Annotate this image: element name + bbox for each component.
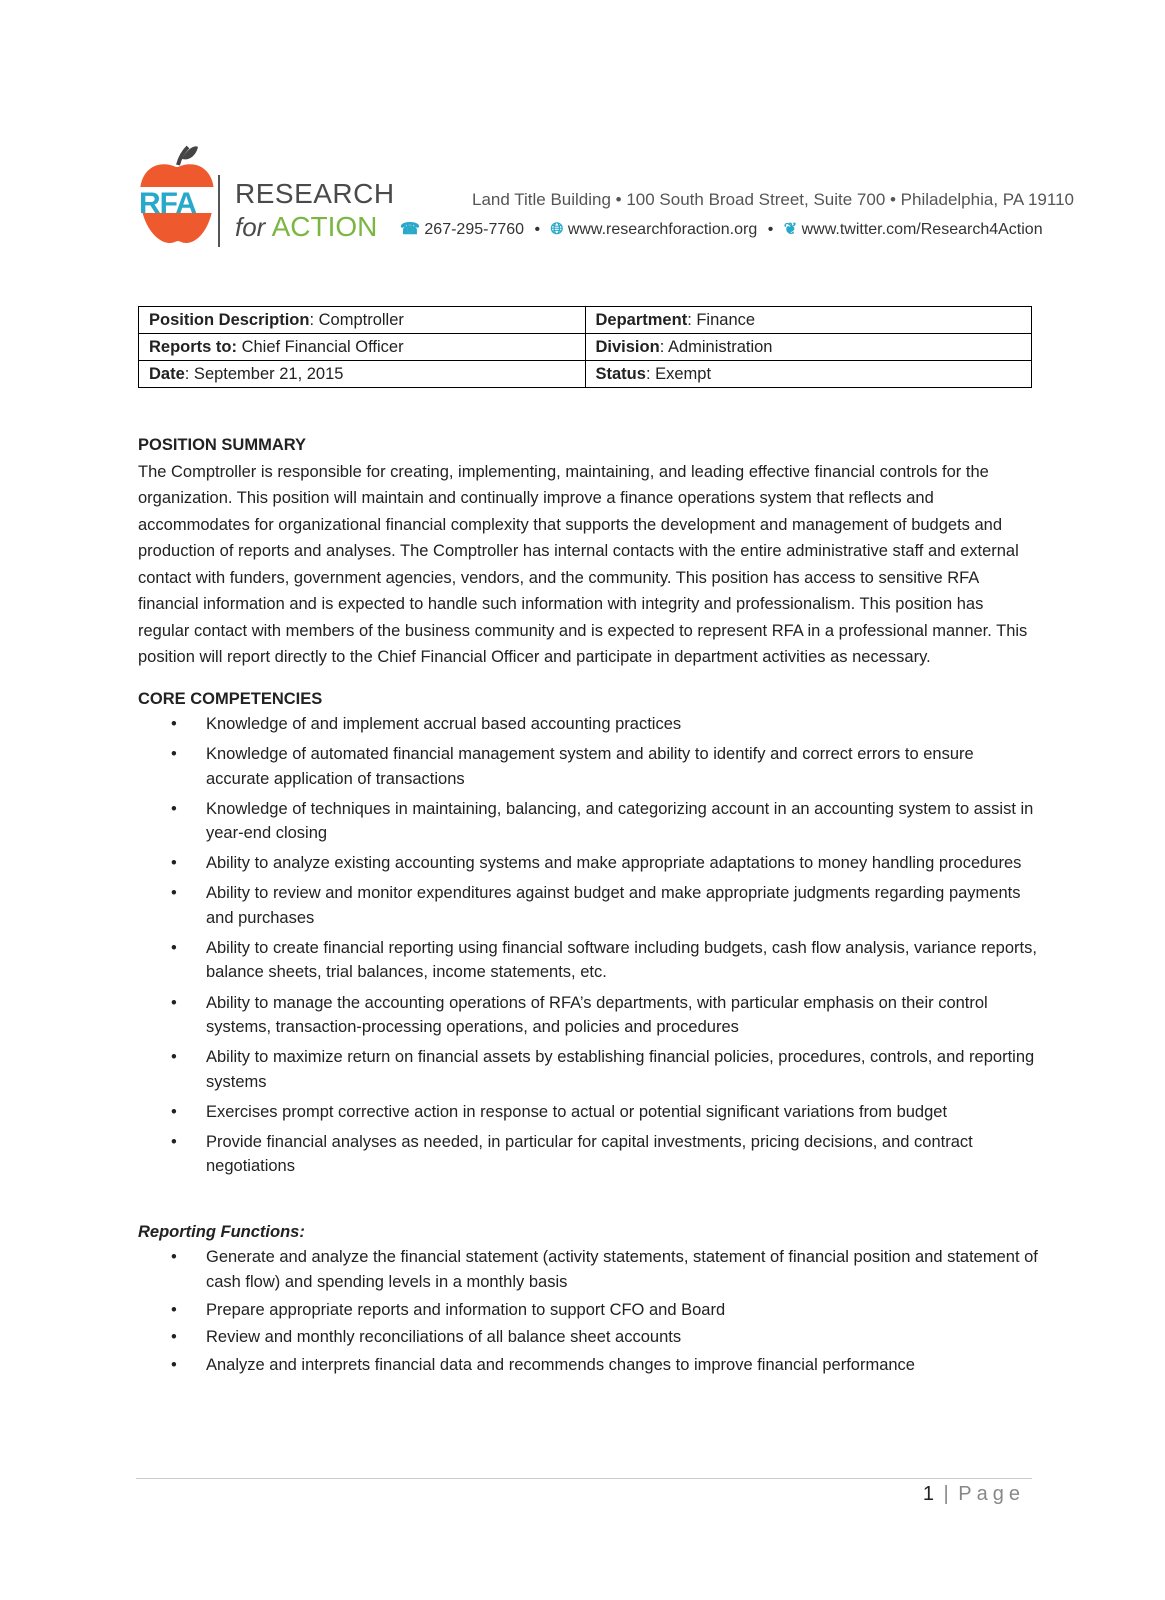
info-cell xyxy=(139,361,586,388)
info-cell xyxy=(585,361,1032,388)
info-value: : Finance xyxy=(687,310,756,329)
page-number xyxy=(923,1483,1025,1506)
twitter-bird-icon: ❦ xyxy=(783,221,798,238)
header-address: Land Title Building • 100 South Broad Street, Suite 700 • Philadelphia, PA 19110 xyxy=(472,190,1074,209)
list-item: • Knowledge of techniques in maintaining, balancing, and categorizing account in an accounting system to assist in year-end closing xyxy=(138,797,1038,846)
logo-divider xyxy=(218,175,220,247)
info-label: Reports to: xyxy=(149,337,237,356)
info-value: : September 21, 2015 xyxy=(184,364,344,383)
globe-icon: 🌐︎ xyxy=(550,221,564,238)
info-value: : Comptroller xyxy=(309,310,404,329)
info-cell xyxy=(585,334,1032,361)
info-cell xyxy=(139,334,586,361)
page-word: Page xyxy=(958,1483,1025,1505)
contact-bullet: • xyxy=(767,221,774,238)
list-item: • Knowledge of automated financial management system and ability to identify and correct errors to ensure accurate application of transactions xyxy=(138,742,1038,791)
list-item: • Analyze and interprets financial data and recommends changes to improve financial performance xyxy=(138,1353,1038,1378)
info-row xyxy=(139,307,1032,334)
info-label: Date xyxy=(149,364,185,383)
info-label: Division xyxy=(595,337,660,356)
document-body xyxy=(138,432,1038,1381)
info-row xyxy=(139,361,1032,388)
info-cell xyxy=(585,307,1032,334)
logo-for: for xyxy=(235,212,266,242)
logo-action: ACTION xyxy=(271,211,378,242)
contact-bullet: • xyxy=(534,221,541,238)
logo-abbrev: RFA xyxy=(139,187,196,220)
list-item: • Ability to create financial reporting using financial software including budgets, cash flow analysis, variance reports, balance sheets, trial balances, income statements, etc. xyxy=(138,936,1038,985)
list-item: • Knowledge of and implement accrual based accounting practices xyxy=(138,712,1038,737)
list-item: • Ability to maximize return on financial assets by establishing financial policies, procedures, controls, and reporting systems xyxy=(138,1045,1038,1094)
reporting-heading: Reporting Functions: xyxy=(138,1222,305,1241)
phone-icon: ☎ xyxy=(400,221,420,238)
info-label: Department xyxy=(595,310,688,329)
competencies-list xyxy=(138,712,1038,1179)
logo-for-action xyxy=(235,211,377,243)
info-label: Status xyxy=(595,364,646,383)
page-number-bar: | xyxy=(943,1483,949,1505)
footer-divider xyxy=(136,1478,1032,1479)
list-item: • Exercises prompt corrective action in response to actual or potential significant variations from budget xyxy=(138,1100,1038,1125)
list-item: • Ability to analyze existing accounting systems and make appropriate adaptations to money handling procedures xyxy=(138,851,1038,876)
position-info-table xyxy=(138,306,1032,388)
summary-heading: POSITION SUMMARY xyxy=(138,436,307,454)
list-item: • Ability to manage the accounting operations of RFA’s departments, with particular emphasis on their control systems, transaction-processing operations, and policies and procedures xyxy=(138,991,1038,1040)
info-cell xyxy=(139,307,586,334)
header-phone: 267-295-7760 xyxy=(424,221,525,238)
header-twitter[interactable]: www.twitter.com/Research4Action xyxy=(801,221,1043,238)
info-value: : Exempt xyxy=(645,364,712,383)
reporting-list xyxy=(138,1245,1038,1377)
list-item: • Generate and analyze the financial statement (activity statements, statement of financial position and statement of cash flow) and spending levels in a monthly basis xyxy=(138,1245,1038,1294)
page-number-value: 1 xyxy=(922,1483,934,1505)
header-contact xyxy=(400,219,1043,239)
list-item: • Ability to review and monitor expenditures against budget and make appropriate judgments regarding payments and purchases xyxy=(138,881,1038,930)
competencies-heading: CORE COMPETENCIES xyxy=(138,689,323,708)
info-label: Position Description xyxy=(149,310,310,329)
list-item: • Prepare appropriate reports and information to support CFO and Board xyxy=(138,1298,1038,1323)
info-value: : Administration xyxy=(659,337,773,356)
header-website[interactable]: www.researchforaction.org xyxy=(567,221,758,238)
list-item: • Provide financial analyses as needed, in particular for capital investments, pricing decisions, and contract negotiations xyxy=(138,1130,1038,1179)
list-item: • Review and monthly reconciliations of all balance sheet accounts xyxy=(138,1325,1038,1350)
summary-text: The Comptroller is responsible for creating, implementing, maintaining, and leading effective financial controls for the organization. This position will maintain and continually improve a finance operations system that reflects and accommodates for organizational financial complexity that supports the development and management of budgets and production of reports and analyses. The Comptroller has internal contacts with the entire administrative staff and external contact with funders, government agencies, vendors, and the community. This position has access to sensitive RFA financial information and is expected to handle such information with integrity and professionalism. This position has regular contact with members of the business community and is expected to represent RFA in a professional manner. This position will report directly to the Chief Financial Officer and participate in department activities as necessary. xyxy=(138,462,1028,666)
info-value: Chief Financial Officer xyxy=(237,337,404,356)
logo-research: RESEARCH xyxy=(235,178,395,209)
info-row xyxy=(139,334,1032,361)
